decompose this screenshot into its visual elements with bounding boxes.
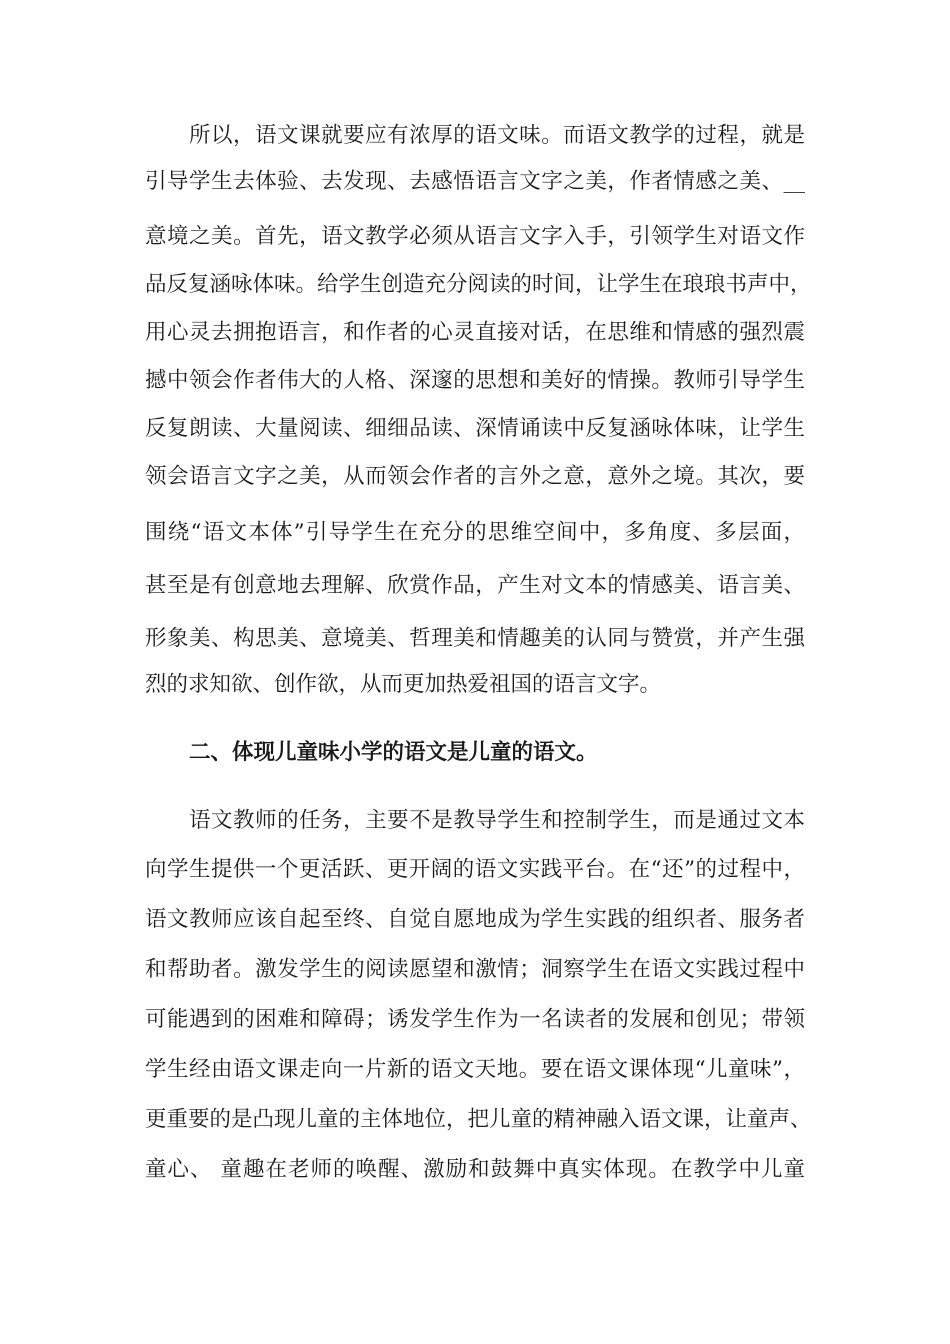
paragraph-line: 烈的求知欲、创作欲，从而更加热爱祖国的语言文字。 (145, 672, 662, 697)
paragraph-line: 甚至是有创意地去理解、欣赏作品，产生对文本的情感美、语言美、 (145, 573, 805, 598)
paragraph-line: 意境之美。首先，语文教学必须从语言文字入手，引领学生对语文作 (145, 224, 805, 249)
paragraph-line: 用心灵去拥抱语言，和作者的心灵直接对话，在思维和情感的强烈震 (145, 320, 805, 345)
paragraph-line: 童心、 童趣在老师的唤醒、激励和鼓舞中真实体现。在教学中儿童 (145, 1157, 805, 1182)
paragraph-line: 语文教师应该自起至终、自觉自愿地成为学生实践的组织者、服务者 (145, 907, 805, 932)
paragraph-line: 更重要的是凸现儿童的主体地位，把儿童的精神融入语文课，让童声、 (145, 1107, 812, 1132)
paragraph-line: 可能遇到的困难和障碍；诱发学生作为一名读者的发展和创见；带领 (145, 1007, 805, 1032)
paragraph-line: 形象美、构思美、意境美、哲理美和情趣美的认同与赞赏，并产生强 (145, 626, 805, 651)
paragraph-line: 品反复涵咏体味。给学生创造充分阅读的时间，让学生在琅琅书声中， (145, 272, 812, 297)
paragraph-line: 学生经由语文课走向一片新的语文天地。要在语文课体现“儿童味”， (145, 1057, 805, 1082)
paragraph-line: 撼中领会作者伟大的人格、深邃的思想和美好的情操。教师引导学生 (145, 368, 805, 393)
paragraph-line: 反复朗读、大量阅读、细细品读、深情诵读中反复涵咏体味，让学生 (145, 416, 805, 441)
paragraph-line: 引导学生去体验、去发现、去感悟语言文字之美，作者情感之美、__ (145, 169, 805, 194)
paragraph-line: 所以，语文课就要应有浓厚的语文味。而语文教学的过程，就是 (189, 123, 805, 148)
paragraph-line: 围绕“语文本体”引导学生在充分的思维空间中，多角度、多层面， (145, 520, 805, 545)
paragraph-line: 领会语言文字之美，从而领会作者的言外之意，意外之境。其次，要 (145, 464, 805, 489)
paragraph-line: 向学生提供一个更活跃、更开阔的语文实践平台。在“还”的过程中， (145, 857, 805, 882)
section-heading: 二、体现儿童味小学的语文是儿童的语文。 (189, 740, 598, 765)
paragraph-line: 和帮助者。激发学生的阅读愿望和激情；洞察学生在语文实践过程中 (145, 957, 805, 982)
paragraph-line: 语文教师的任务，主要不是教导学生和控制学生，而是通过文本 (189, 808, 805, 833)
